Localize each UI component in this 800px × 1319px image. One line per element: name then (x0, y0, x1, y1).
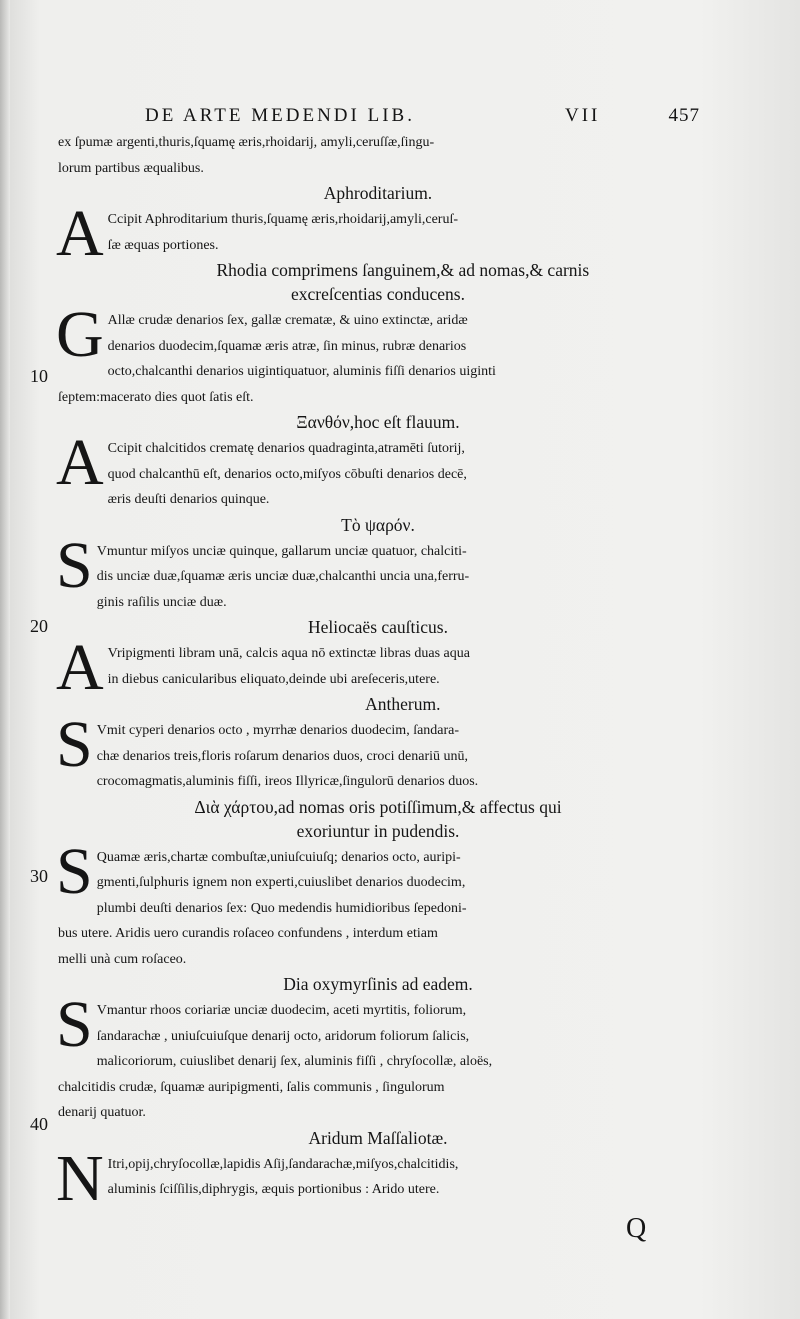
paragraph (56, 834, 698, 973)
text-line: aluminis ſciſſilis,diphrygis, æquis portionibus : Arido utere. (107, 1182, 440, 1197)
drop-cap: S (56, 834, 93, 908)
text-line: octo,chalcanthi denarios uigintiquatuor, aluminis fiſſi denarios uiginti (107, 364, 496, 379)
drop-cap: N (56, 1141, 104, 1215)
section-heading: Antherum. (365, 694, 441, 714)
text-line: ex ſpumæ argenti,thuris,ſquamę æris,rhoidarij, amyli,ceruſſæ,ſingu- (58, 135, 435, 150)
text-line: bus utere. Aridis uero curandis roſaceo confundens , interdum etiam (58, 926, 438, 941)
paragraph (56, 988, 698, 1126)
section-heading-continued: exoriuntur in pudendis. (296, 820, 460, 841)
text-line: Vmit cyperi denarios octo , myrrhæ denarios duodecim, ſandara- (96, 723, 460, 738)
drop-cap: A (56, 197, 104, 270)
text-line: malicoriorum, cuiuslibet denarij ſex, aluminis fiſſi , chryſocollæ, aloës, (96, 1054, 493, 1069)
text-line: crocomagmatis,aluminis fiſſi, ireos Illyricæ,ſingulorū denarios duos. (96, 774, 479, 789)
line-number: 30 (30, 866, 48, 886)
text-line: ſæ æquas portiones. (107, 237, 219, 253)
text-line: Quamæ æris,chartæ combuſtæ,uniuſcuiuſq; denarios octo, auripi- (96, 849, 461, 865)
line-number: 40 (30, 1114, 48, 1134)
text-line: Vmuntur miſyos unciæ quinque, gallarum unciæ quatuor, chalciti- (96, 543, 467, 559)
paragraph (56, 426, 698, 513)
text-line: plumbi deuſti denarios ſex: Quo medendis humidioribus ſepedoni- (96, 900, 467, 916)
text-line: gmenti,ſulphuris ignem non experti,cuiuslibet denarios duodecim, (96, 875, 466, 890)
text-line: Itri,opij,chryſocollæ,lapidis Aſij,ſandarachæ,miſyos,chalcitidis, (107, 1156, 459, 1172)
paragraph (56, 528, 698, 616)
text-line: Ccipit chalcitidos crematę denarios quadraginta,atramēti ſutorij, (107, 441, 465, 456)
text-line: Vmantur rhoos coriariæ unciæ duodecim, aceti myrtitis, foliorum, (96, 1003, 467, 1018)
text-line: chalcitidis crudæ, ſquamæ auripigmenti, ſalis communis , ſingulorum (58, 1079, 445, 1095)
line-number: 10 (30, 366, 48, 386)
drop-cap: S (56, 988, 93, 1061)
section-heading: Aridum Maſſaliotæ. (308, 1127, 448, 1148)
text-line: in diebus canicularibus eliquato,deinde ubi areſeceris,utere. (107, 671, 440, 687)
catchword: Q (626, 1213, 647, 1244)
running-head-chapter: VII (565, 105, 601, 126)
text-line: Ccipit Aphroditarium thuris,ſquamę æris,rhoidarij,amyli,ceruſ- (107, 212, 458, 227)
running-head-title: DE ARTE MEDENDI LIB. (145, 105, 415, 126)
section-heading: Ξανθόν,hoc eſt flauum. (296, 412, 460, 432)
text-line: denarios duodecim,ſquamæ æris atræ, ſin minus, rubræ denarios (107, 338, 467, 354)
gutter-shadow (0, 0, 10, 1319)
drop-cap: A (56, 631, 104, 704)
text-line: ſandarachæ , uniuſcuiuſque denarij octo, aridorum foliorum ſalicis, (96, 1028, 470, 1044)
text-line: denarij quatuor. (58, 1105, 146, 1120)
section-heading: Aphroditarium. (323, 183, 433, 203)
section-heading-continued: excreſcentias conducens. (291, 284, 465, 304)
paragraph (56, 298, 698, 410)
text-line: dis unciæ duæ,ſquamæ æris unciæ duæ,chalcanthi uncia una,ferru- (96, 569, 470, 584)
text-line: Allæ crudæ denarios ſex, gallæ crematæ, & uino extinctæ, aridæ (107, 313, 468, 328)
text-line: melli unà cum roſaceo. (58, 951, 187, 967)
drop-cap: S (56, 528, 93, 602)
text-line: quod chalcanthū eſt, denarios octo,miſyos cōbuſti denarios decē, (107, 466, 467, 482)
paragraph (56, 1141, 698, 1215)
page-number: 457 (668, 105, 700, 126)
section-heading: Dia oxymyrſinis ad eadem. (283, 974, 473, 994)
section-heading: Διὰ χάρτου,ad nomas oris potiſſimum,& affectus qui (194, 796, 562, 817)
text-line: Vripigmenti libram unā, calcis aqua nō extinctæ libras duas aqua (107, 646, 470, 661)
body-text (56, 130, 698, 1215)
section-heading: Τὸ ψαρόν. (341, 514, 415, 535)
section-heading: Heliocaës cauſticus. (308, 617, 448, 637)
section-heading: Rhodia comprimens ſanguinem,& ad nomas,& carnis (216, 260, 590, 280)
drop-cap: A (56, 426, 104, 499)
paragraph (56, 708, 698, 795)
text-line: æris deuſti denarios quinque. (107, 492, 270, 507)
line-number: 20 (30, 616, 48, 636)
drop-cap: G (56, 298, 104, 371)
drop-cap: S (56, 708, 93, 781)
text-line: ginis raſilis unciæ duæ. (96, 594, 227, 610)
text-line: lorum partibus æqualibus. (58, 160, 204, 176)
text-line: chæ denarios treis,floris roſarum denarios duos, croci denariū unū, (96, 748, 469, 764)
text-line: ſeptem:macerato dies quot ſatis eſt. (58, 389, 254, 405)
